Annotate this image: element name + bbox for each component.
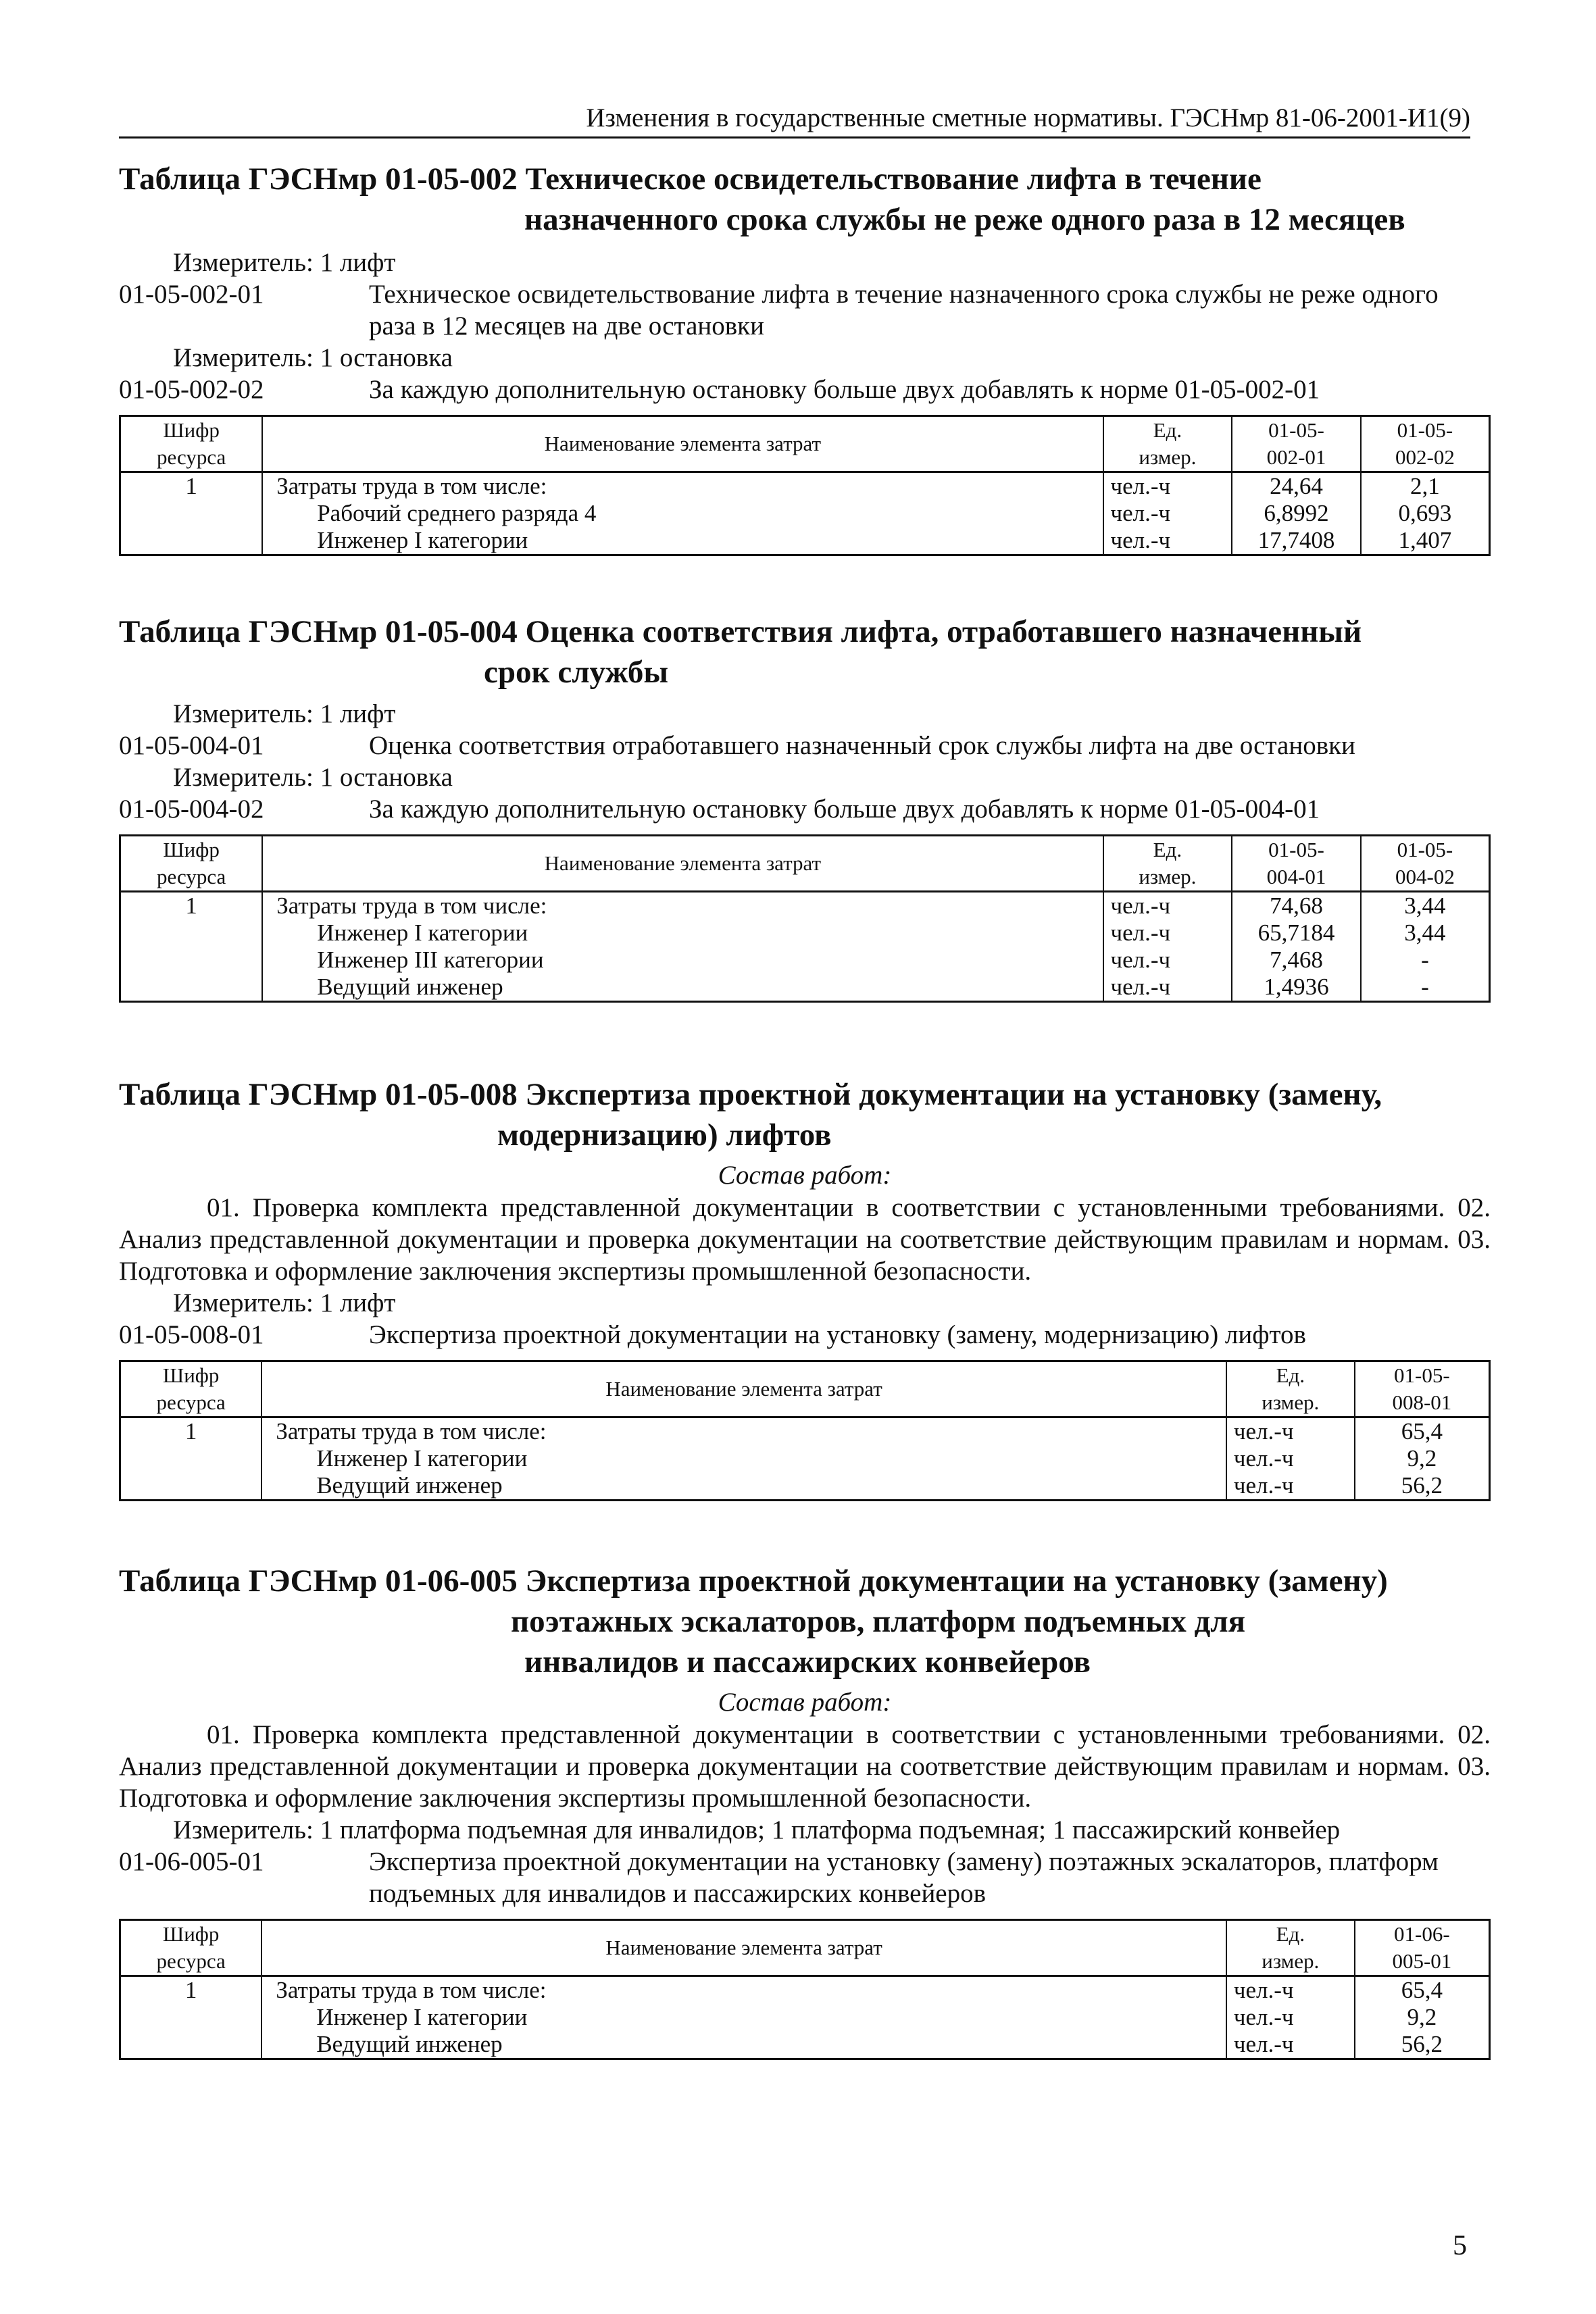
title-line: назначенного срока службы не реже одного раза в 12 месяцев — [524, 202, 1405, 237]
header-col1: 01-05- 004-01 — [1232, 836, 1361, 892]
norm-row — [119, 1846, 1491, 1909]
measure-unit: Измеритель: 1 платформа подъемная для инвалидов; 1 платформа подъемная; 1 пассажирский конвейер — [173, 1815, 1341, 1844]
header-code: Шифр ресурса — [120, 836, 263, 892]
norm-description: Экспертиза проектной документации на установку (замену) поэтажных эскалаторов, платформ подъемных для инвалидов и пассажирских конвейеров — [369, 1847, 1439, 1908]
table-header-row — [120, 1920, 1490, 1976]
measure-unit: Измеритель: 1 лифт — [173, 1288, 396, 1317]
table-row — [120, 892, 1490, 1002]
running-header: Изменения в государственные сметные нормативы. ГЭСНмр 81-06-2001-И1(9) — [119, 101, 1470, 139]
table-header-row — [120, 836, 1490, 892]
cost-elements: Затраты труда в том числе: Рабочий среднего разряда 4 Инженер I категории — [262, 472, 1103, 555]
table-header-row — [120, 416, 1490, 472]
cost-elements: Затраты труда в том числе: Инженер I категории Инженер III категории Ведущий инженер — [262, 892, 1103, 1002]
section-01-05-002 — [119, 159, 1491, 556]
page-number: 5 — [1453, 2230, 1467, 2261]
works-composition-heading: Состав работ: — [718, 1688, 892, 1717]
resource-code: 1 — [120, 1417, 262, 1501]
norm-code: 01-05-002-02 — [119, 375, 264, 404]
section-title — [119, 1561, 1491, 1682]
resource-table — [119, 415, 1491, 556]
title-line: инвалидов и пассажирских конвейеров — [524, 1644, 1091, 1680]
norm-description: Техническое освидетельствование лифта в течение назначенного срока службы не реже одного раза в 12 месяцев на две остановки — [369, 280, 1439, 341]
norm-description: За каждую дополнительную остановку больше двух добавлять к норме 01-05-002-01 — [369, 375, 1320, 404]
values-col1: 65,4 9,2 56,2 — [1355, 1976, 1490, 2059]
title-line: модернизацию) лифтов — [497, 1117, 832, 1153]
values-col2: 2,1 0,693 1,407 — [1361, 472, 1490, 555]
title-line: Таблица ГЭСНмр 01-06-005 Экспертиза проектной документации на установку (замену) — [119, 1563, 1388, 1599]
norm-row — [119, 278, 1491, 342]
values-col1: 65,4 9,2 56,2 — [1355, 1417, 1490, 1501]
values-col1: 74,68 65,7184 7,468 1,4936 — [1232, 892, 1361, 1002]
norm-description: За каждую дополнительную остановку больше двух добавлять к норме 01-05-004-01 — [369, 795, 1320, 824]
header-code: Шифр ресурса — [120, 416, 263, 472]
header-name: Наименование элемента затрат — [261, 1920, 1226, 1976]
norm-row — [119, 730, 1491, 761]
header-unit: Ед. измер. — [1226, 1361, 1355, 1417]
resource-code: 1 — [120, 1976, 262, 2059]
norm-code: 01-05-004-01 — [119, 731, 264, 760]
norm-code: 01-05-002-01 — [119, 280, 264, 309]
title-line: Таблица ГЭСНмр 01-05-008 Экспертиза проектной документации на установку (замену, — [119, 1077, 1382, 1112]
table-row — [120, 1976, 1490, 2059]
norm-description: Экспертиза проектной документации на установку (замену, модернизацию) лифтов — [369, 1320, 1306, 1349]
title-line: поэтажных эскалаторов, платформ подъемных для — [511, 1604, 1246, 1639]
values-col2: 3,44 3,44 - - — [1361, 892, 1490, 1002]
header-unit: Ед. измер. — [1103, 416, 1232, 472]
works-composition-text: 01. Проверка комплекта представленной документации в соответствии с установленными требованиями. 02. Анализ представленной документации и проверка документации на соответствие действующим правилам и нормам. 03. Подготовка и оформление заключения экспертизы промышленной безопасности. — [119, 1193, 1491, 1286]
title-line: Таблица ГЭСНмр 01-05-002 Техническое освидетельствование лифта в течение — [119, 161, 1262, 197]
resource-table — [119, 834, 1491, 1003]
norm-code: 01-05-004-02 — [119, 795, 264, 824]
norm-code: 01-05-008-01 — [119, 1320, 264, 1349]
header-name: Наименование элемента затрат — [262, 416, 1103, 472]
header-name: Наименование элемента затрат — [261, 1361, 1226, 1417]
norm-code: 01-06-005-01 — [119, 1847, 264, 1876]
units: чел.-ч чел.-ч чел.-ч — [1226, 1417, 1355, 1501]
resource-code: 1 — [120, 472, 263, 555]
section-title — [119, 1074, 1491, 1155]
works-composition-text: 01. Проверка комплекта представленной документации в соответствии с установленными требованиями. 02. Анализ представленной документации и проверка документации на соответствие действующим правилам и нормам. 03. Подготовка и оформление заключения экспертизы промышленной безопасности. — [119, 1720, 1491, 1813]
header-col1: 01-05- 002-01 — [1232, 416, 1361, 472]
title-line: срок службы — [484, 655, 669, 690]
units: чел.-ч чел.-ч чел.-ч чел.-ч — [1103, 892, 1232, 1002]
header-code: Шифр ресурса — [120, 1920, 262, 1976]
norm-row — [119, 374, 1491, 405]
units: чел.-ч чел.-ч чел.-ч — [1226, 1976, 1355, 2059]
header-unit: Ед. измер. — [1103, 836, 1232, 892]
norm-row — [119, 793, 1491, 825]
header-col1: 01-05- 008-01 — [1355, 1361, 1490, 1417]
resource-table — [119, 1360, 1491, 1501]
units: чел.-ч чел.-ч чел.-ч — [1103, 472, 1232, 555]
works-composition-heading: Состав работ: — [718, 1161, 892, 1190]
section-01-05-004 — [119, 611, 1491, 1003]
header-col2: 01-05- 004-02 — [1361, 836, 1490, 892]
header-col2: 01-05- 002-02 — [1361, 416, 1490, 472]
section-title — [119, 159, 1491, 240]
title-line: Таблица ГЭСНмр 01-05-004 Оценка соответствия лифта, отработавшего назначенный — [119, 614, 1362, 649]
measure-unit: Измеритель: 1 лифт — [173, 248, 396, 277]
section-01-05-008 — [119, 1074, 1491, 1501]
header-col1: 01-06- 005-01 — [1355, 1920, 1490, 1976]
norm-row — [119, 1319, 1491, 1351]
norm-description: Оценка соответствия отработавшего назначенный срок службы лифта на две остановки — [369, 731, 1355, 760]
cost-elements: Затраты труда в том числе: Инженер I категории Ведущий инженер — [261, 1417, 1226, 1501]
table-row — [120, 472, 1490, 555]
values-col1: 24,64 6,8992 17,7408 — [1232, 472, 1361, 555]
header-unit: Ед. измер. — [1226, 1920, 1355, 1976]
section-01-06-005 — [119, 1561, 1491, 2060]
resource-code: 1 — [120, 892, 263, 1002]
table-row — [120, 1417, 1490, 1501]
measure-unit: Измеритель: 1 остановка — [173, 763, 453, 792]
measure-unit: Измеритель: 1 лифт — [173, 699, 396, 728]
resource-table — [119, 1919, 1491, 2060]
header-code: Шифр ресурса — [120, 1361, 262, 1417]
cost-elements: Затраты труда в том числе: Инженер I категории Ведущий инженер — [261, 1976, 1226, 2059]
table-header-row — [120, 1361, 1490, 1417]
header-name: Наименование элемента затрат — [262, 836, 1103, 892]
section-title — [119, 611, 1491, 693]
measure-unit: Измеритель: 1 остановка — [173, 343, 453, 372]
